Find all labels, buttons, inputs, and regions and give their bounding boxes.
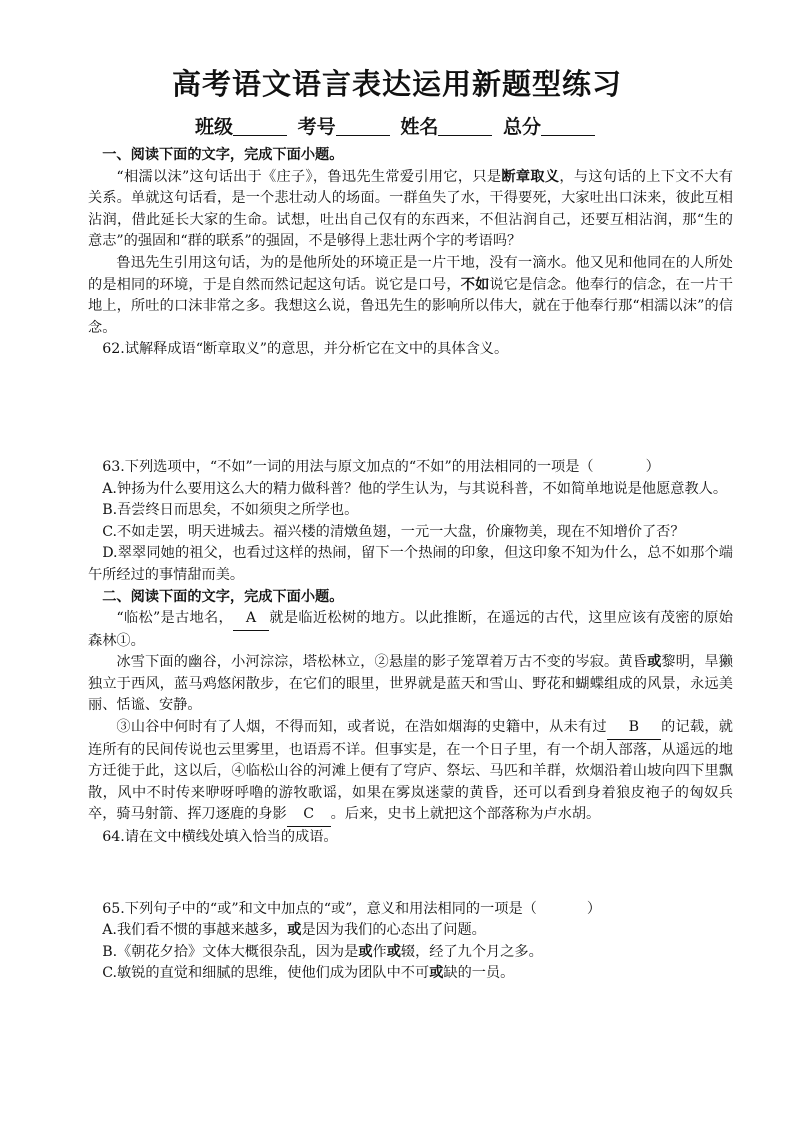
class-field bbox=[195, 112, 291, 139]
blank-b[interactable]: B bbox=[607, 717, 661, 740]
question-65-option-a: A.我们看不惯的事越来越多，或是因为我们的心态出了问题。 bbox=[102, 922, 486, 939]
passage-two-paragraph-2: 冰雪下面的幽谷，小河淙淙，塔松林立，②悬崖的影子笼罩着万古不变的岑寂。黄昏或黎明，旱獭独立于西风，蓝马鸡悠闲散步，在它们的眼里，世界就是蓝天和雪山、野花和蝴蝶组成的风景，永远美丽、恬谧、安静。 bbox=[88, 654, 733, 714]
name-field bbox=[400, 112, 496, 139]
exam-number-field bbox=[298, 112, 394, 139]
passage-two-paragraph-3: ③山谷中何时有了人烟，不得而知，或者说，在浩如烟海的史籍中，从未有过 B 的记载，就连所有的民间传说也云里雾里，也语焉不详。但事实是，在一个日子里，有一个胡人部落，从遥远的地方迁徙于此，这以后，④临松山谷的河滩上便有了穹庐、祭坛、马匹和羊群，炊烟沿着山坡向四下里飘散，风中不时传来咿呀呼噜的游牧歌谣，如果在雾岚迷蒙的黄昏，还可以看到身着狼皮袍子的匈奴兵卒，骑马射箭、挥刀逐鹿的身影 C 。后来，史书上就把这个部落称为卢水胡。 bbox=[88, 717, 733, 827]
question-65: 65.下列句子中的“或”和文中加点的“或”，意义和用法相同的一项是（ ） bbox=[102, 900, 602, 917]
section-two-heading: 二、阅读下面的文字，完成下面小题。 bbox=[102, 588, 344, 605]
question-63-option-c: C.不如走罢，明天进城去。福兴楼的清燉鱼翅，一元一大盘，价廉物美，现在不知增价了否？ bbox=[102, 523, 685, 540]
exercise-content bbox=[88, 145, 733, 985]
passage-two-paragraph-1: “临松”是古地名， A 就是临近松树的地方。以此推断，在遥远的古代，这里应该有茂密的原始森林①。 bbox=[88, 610, 733, 649]
exam-number-blank[interactable] bbox=[336, 117, 390, 136]
exam-number-label: 考号 bbox=[297, 116, 336, 138]
name-label: 姓名 bbox=[400, 116, 439, 138]
question-65-option-b: B.《朝花夕拾》文体大概很杂乱，因为是或作或辍，经了九个月之多。 bbox=[102, 943, 543, 960]
passage-one-paragraph-1: “相濡以沫”这句话出于《庄子》，鲁迅先生常爱引用它，只是断章取义，与这句话的上下文不大有关系。单就这句话看，是一个悲壮动人的场面。一群鱼失了水，干得要死，大家吐出口沫来，彼此互相沾润，借此延长大家的生命。试想，吐出自己仅有的东西来，不但沾润自己，还要互相沾润，那“生的意志”的强固和“群的联系”的强固，不是够得上悲壮两个字的考语吗？ bbox=[88, 168, 733, 250]
blank-a[interactable]: A bbox=[233, 608, 269, 631]
answer-space-62[interactable] bbox=[88, 361, 733, 457]
answer-space-64[interactable] bbox=[88, 849, 733, 899]
class-blank[interactable] bbox=[233, 117, 287, 136]
blank-c[interactable]: C bbox=[287, 804, 331, 827]
question-65-option-c: C.敏锐的直觉和细腻的思维，使他们成为团队中不可或缺的一员。 bbox=[102, 965, 515, 982]
student-info-line bbox=[0, 112, 794, 139]
emphasis-duanzhangquyi: 断章取义 bbox=[501, 168, 560, 185]
emphasis-huo: 或 bbox=[647, 654, 662, 671]
section-one-heading: 一、阅读下面的文字，完成下面小题。 bbox=[102, 147, 344, 163]
score-label: 总分 bbox=[502, 116, 541, 138]
question-63-option-b: B.吾尝终日而思矣，不如须臾之所学也。 bbox=[102, 502, 359, 519]
page-title: 高考语文语言表达运用新题型练习 bbox=[171, 67, 622, 101]
question-63: 63.下列选项中，“不如”一词的用法与原文加点的“不如”的用法相同的一项是（ ） bbox=[102, 458, 660, 475]
score-blank[interactable] bbox=[541, 117, 595, 136]
score-field bbox=[503, 112, 599, 139]
class-label: 班级 bbox=[195, 116, 234, 138]
question-62: 62.试解释成语“断章取义”的意思，并分析它在文中的具体含义。 bbox=[102, 341, 509, 358]
passage-one-paragraph-2: 鲁迅先生引用这句话，为的是他所处的环境正是一片干地，没有一滴水。他又见和他同在的人所处的是相同的环境，于是自然而然记起这句话。说它是口号，不如说它是信念。他奉行的信念，在一片干地上，所吐的口沫非常之多。我想这么说，鲁迅先生的影响所以伟大，就在于他奉行那“相濡以沫”的信念。 bbox=[88, 254, 733, 336]
question-63-option-d: D.翠翠同她的祖父，也看过这样的热闹，留下一个热闹的印象，但这印象不知为什么，总不如那个端午所经过的事情甜而美。 bbox=[88, 545, 733, 583]
emphasis-buru: 不如 bbox=[460, 276, 490, 293]
name-blank[interactable] bbox=[438, 117, 492, 136]
question-63-option-a: A.钟扬为什么要用这么大的精力做科普？他的学生认为，与其说科普，不如简单地说是他愿意教人。 bbox=[102, 480, 728, 497]
question-64: 64.请在文中横线处填入恰当的成语。 bbox=[102, 829, 338, 846]
